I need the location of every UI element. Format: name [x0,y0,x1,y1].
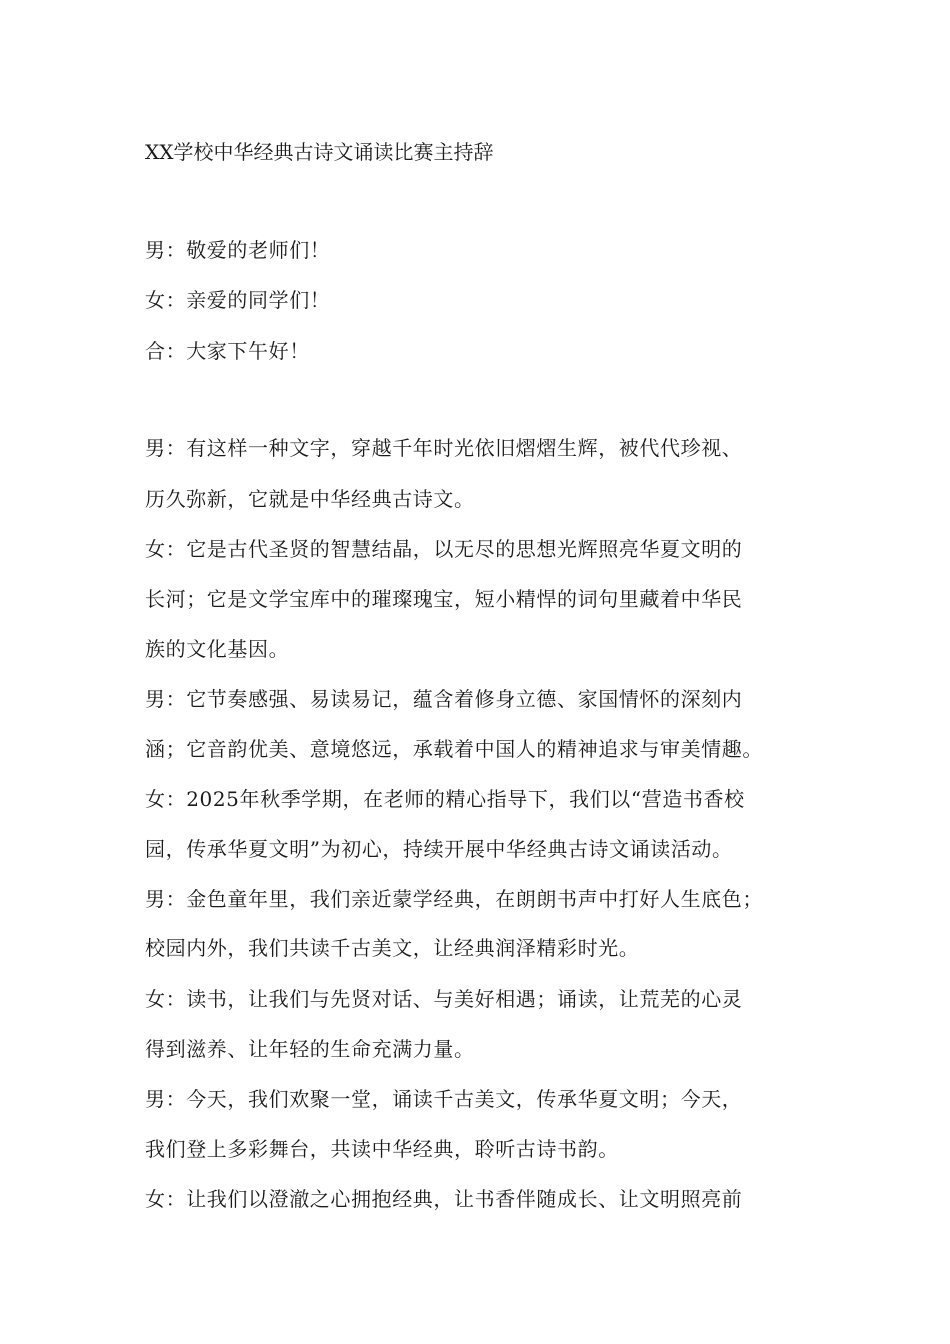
text-line: 女：它是古代圣贤的智慧结晶，以无尽的思想光辉照亮华夏文明的 [145,537,743,561]
text-line: 女：2025年秋季学期，在老师的精心指导下，我们以“营造书香校 [145,787,745,811]
text-line: 得到滋养、让年轻的生命充满力量。 [145,1037,475,1061]
text-line: 涵；它音韵优美、意境悠远，承载着中国人的精神追求与审美情趣。 [145,737,763,761]
text-line: 女：读书，让我们与先贤对话、与美好相遇；诵读，让荒芜的心灵 [145,987,743,1011]
text-line: 园，传承华夏文明”为初心，持续开展中华经典古诗文诵读活动。 [145,837,733,861]
document-title: XX学校中华经典古诗文诵读比赛主持辞 [145,140,494,164]
text-line: 女：亲爱的同学们！ [145,288,331,312]
text-line: 女：让我们以澄澈之心拥抱经典，让书香伴随成长、让文明照亮前 [145,1187,743,1211]
text-line: 男：有这样一种文字，穿越千年时光依旧熠熠生辉，被代代珍视、 [145,436,743,460]
text-line: 男：它节奏感强、易读易记，蕴含着修身立德、家国情怀的深刻内 [145,687,743,711]
text-line: 长河；它是文学宝库中的璀璨瑰宝，短小精悍的词句里藏着中华民 [145,587,743,611]
text-line: 我们登上多彩舞台，共读中华经典，聆听古诗书韵。 [145,1137,619,1161]
text-line: 历久弥新，它就是中华经典古诗文。 [145,487,475,511]
text-line: 族的文化基因。 [145,637,290,661]
text-line: 合：大家下午好！ [145,339,310,363]
text-line: 男：金色童年里，我们亲近蒙学经典，在朗朗书声中打好人生底色； [145,887,763,911]
text-line: 校园内外，我们共读千古美文，让经典润泽精彩时光。 [145,936,640,960]
text-line: 男：今天，我们欢聚一堂，诵读千古美文，传承华夏文明；今天， [145,1087,743,1111]
text-line: 男：敬爱的老师们！ [145,238,331,262]
